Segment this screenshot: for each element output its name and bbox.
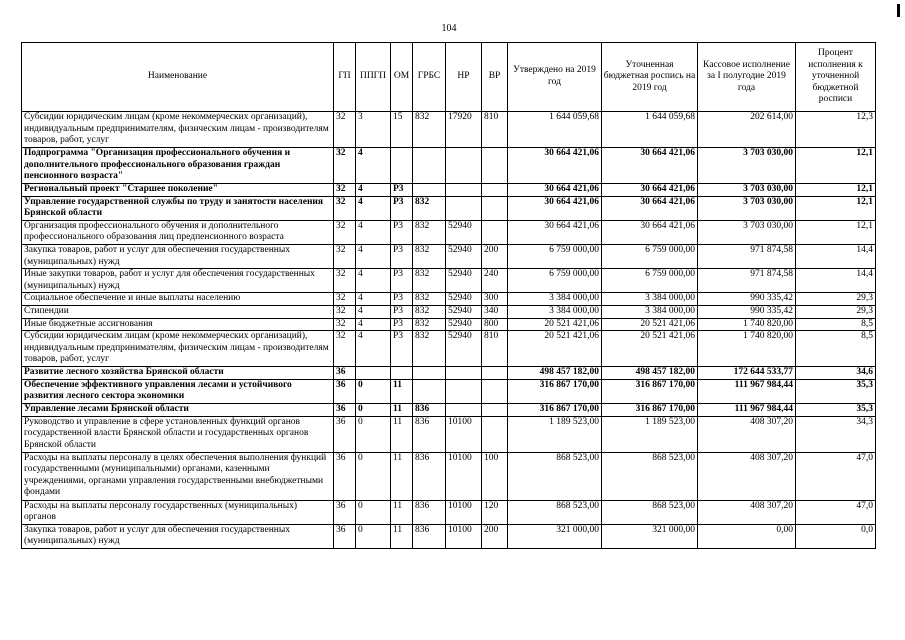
- cell-grbs: 836: [413, 452, 446, 500]
- cell-cash: 408 307,20: [698, 416, 796, 452]
- cell-ppgp: [356, 367, 391, 380]
- header-cash: Кассовое исполнение за I полугодие 2019 года: [698, 43, 796, 112]
- cell-gp: 32: [334, 293, 356, 306]
- cell-vr: 200: [482, 244, 508, 268]
- cell-approved: 321 000,00: [508, 524, 602, 548]
- header-name: Наименование: [22, 43, 334, 112]
- cell-np: 52940: [446, 293, 482, 306]
- cell-approved: 1 189 523,00: [508, 416, 602, 452]
- cell-percent: 29,3: [796, 305, 876, 318]
- cell-vr: 810: [482, 331, 508, 367]
- table-body: [22, 112, 876, 549]
- cell-np: [446, 196, 482, 220]
- cell-refined: 3 384 000,00: [602, 305, 698, 318]
- cell-percent: 35,3: [796, 403, 876, 416]
- cell-approved: 6 759 000,00: [508, 269, 602, 293]
- table-row: [22, 112, 876, 148]
- cell-om: P3: [391, 269, 413, 293]
- cell-name: Субсидии юридическим лицам (кроме некоммерческих организаций), индивидуальным предпринимателям, физическим лицам - производителям товаров, работ, услуг: [22, 112, 334, 148]
- cell-percent: 47,0: [796, 500, 876, 524]
- cell-grbs: 832: [413, 112, 446, 148]
- cell-gp: 36: [334, 524, 356, 548]
- cell-name: Расходы на выплаты персоналу государственных (муниципальных) органов: [22, 500, 334, 524]
- table-row: [22, 416, 876, 452]
- cell-refined: 3 384 000,00: [602, 293, 698, 306]
- cell-cash: 971 874,58: [698, 269, 796, 293]
- cell-grbs: [413, 148, 446, 184]
- cell-cash: 3 703 030,00: [698, 148, 796, 184]
- cell-name: Иные бюджетные ассигнования: [22, 318, 334, 331]
- cell-gp: 32: [334, 112, 356, 148]
- table-row: [22, 220, 876, 244]
- scan-edge-mark: [897, 4, 900, 17]
- table-row: [22, 269, 876, 293]
- cell-refined: 6 759 000,00: [602, 244, 698, 268]
- cell-name: Закупка товаров, работ и услуг для обеспечения государственных (муниципальных) нужд: [22, 524, 334, 548]
- cell-approved: 316 867 170,00: [508, 379, 602, 403]
- table-row: [22, 318, 876, 331]
- cell-cash: 990 335,42: [698, 293, 796, 306]
- cell-om: P3: [391, 318, 413, 331]
- table-row: [22, 367, 876, 380]
- cell-ppgp: 0: [356, 379, 391, 403]
- cell-name: Организация профессионального обучения и дополнительного профессионального образования лиц предпенсионного возраста: [22, 220, 334, 244]
- cell-om: P3: [391, 244, 413, 268]
- cell-om: 11: [391, 403, 413, 416]
- table-row: [22, 379, 876, 403]
- cell-name: Закупка товаров, работ и услуг для обеспечения государственных (муниципальных) нужд: [22, 244, 334, 268]
- cell-gp: 32: [334, 184, 356, 197]
- cell-name: Управление государственной службы по труду и занятости населения Брянской области: [22, 196, 334, 220]
- cell-ppgp: 4: [356, 184, 391, 197]
- cell-grbs: [413, 367, 446, 380]
- cell-refined: 30 664 421,06: [602, 196, 698, 220]
- cell-om: 11: [391, 452, 413, 500]
- cell-vr: [482, 379, 508, 403]
- page-number: 104: [441, 23, 457, 34]
- cell-refined: 30 664 421,06: [602, 148, 698, 184]
- cell-ppgp: 4: [356, 220, 391, 244]
- cell-gp: 36: [334, 452, 356, 500]
- cell-om: 11: [391, 524, 413, 548]
- cell-percent: 12,1: [796, 148, 876, 184]
- cell-refined: 316 867 170,00: [602, 379, 698, 403]
- cell-cash: 1 740 820,00: [698, 331, 796, 367]
- cell-percent: 34,6: [796, 367, 876, 380]
- table-row: [22, 524, 876, 548]
- cell-om: [391, 148, 413, 184]
- cell-approved: 20 521 421,06: [508, 331, 602, 367]
- cell-gp: 36: [334, 367, 356, 380]
- cell-np: [446, 148, 482, 184]
- table-row: [22, 500, 876, 524]
- cell-grbs: 832: [413, 293, 446, 306]
- cell-np: [446, 367, 482, 380]
- cell-np: 52940: [446, 318, 482, 331]
- cell-np: 52940: [446, 220, 482, 244]
- cell-np: 10100: [446, 452, 482, 500]
- header-grbs: ГРБС: [413, 43, 446, 112]
- header-gp: ГП: [334, 43, 356, 112]
- cell-name: Иные закупки товаров, работ и услуг для обеспечения государственных (муниципальных) нужд: [22, 269, 334, 293]
- cell-name: Руководство и управление в сфере установленных функций органов государственной власти Брянской области и государственных органов Брянской области: [22, 416, 334, 452]
- cell-grbs: 832: [413, 331, 446, 367]
- cell-vr: 300: [482, 293, 508, 306]
- cell-percent: 35,3: [796, 379, 876, 403]
- cell-np: [446, 184, 482, 197]
- cell-grbs: 836: [413, 403, 446, 416]
- cell-percent: 8,5: [796, 318, 876, 331]
- cell-vr: [482, 148, 508, 184]
- cell-cash: 408 307,20: [698, 500, 796, 524]
- header-percent: Процент исполнения к уточненной бюджетной росписи: [796, 43, 876, 112]
- cell-grbs: 836: [413, 416, 446, 452]
- cell-refined: 321 000,00: [602, 524, 698, 548]
- cell-name: Обеспечение эффективного управления лесами и устойчивого развития лесного сектора экономики: [22, 379, 334, 403]
- cell-cash: 990 335,42: [698, 305, 796, 318]
- cell-percent: 14,4: [796, 269, 876, 293]
- cell-ppgp: 0: [356, 500, 391, 524]
- cell-refined: 868 523,00: [602, 500, 698, 524]
- cell-approved: 30 664 421,06: [508, 148, 602, 184]
- cell-om: P3: [391, 220, 413, 244]
- cell-vr: [482, 184, 508, 197]
- header-row: [22, 43, 876, 112]
- header-approved: Утверждено на 2019 год: [508, 43, 602, 112]
- cell-np: 52940: [446, 331, 482, 367]
- cell-cash: 408 307,20: [698, 452, 796, 500]
- cell-vr: 800: [482, 318, 508, 331]
- cell-np: 10100: [446, 416, 482, 452]
- cell-name: Социальное обеспечение и иные выплаты населению: [22, 293, 334, 306]
- cell-vr: 200: [482, 524, 508, 548]
- cell-ppgp: 4: [356, 269, 391, 293]
- cell-percent: 14,4: [796, 244, 876, 268]
- cell-np: 52940: [446, 269, 482, 293]
- cell-refined: 868 523,00: [602, 452, 698, 500]
- cell-om: 11: [391, 500, 413, 524]
- cell-gp: 32: [334, 148, 356, 184]
- cell-name: Развитие лесного хозяйства Брянской области: [22, 367, 334, 380]
- cell-gp: 32: [334, 331, 356, 367]
- cell-vr: 120: [482, 500, 508, 524]
- cell-approved: 30 664 421,06: [508, 196, 602, 220]
- cell-gp: 32: [334, 220, 356, 244]
- cell-refined: 20 521 421,06: [602, 318, 698, 331]
- cell-ppgp: 4: [356, 148, 391, 184]
- cell-approved: 316 867 170,00: [508, 403, 602, 416]
- cell-ppgp: 0: [356, 403, 391, 416]
- cell-np: 52940: [446, 244, 482, 268]
- cell-vr: 100: [482, 452, 508, 500]
- cell-om: P3: [391, 196, 413, 220]
- cell-gp: 36: [334, 379, 356, 403]
- cell-name: Субсидии юридическим лицам (кроме некоммерческих организаций), индивидуальным предпринимателям, физическим лицам - производителям товаров, работ, услуг: [22, 331, 334, 367]
- cell-percent: 34,3: [796, 416, 876, 452]
- cell-grbs: 832: [413, 269, 446, 293]
- cell-om: [391, 367, 413, 380]
- table-row: [22, 331, 876, 367]
- cell-vr: 240: [482, 269, 508, 293]
- cell-gp: 36: [334, 403, 356, 416]
- cell-refined: 20 521 421,06: [602, 331, 698, 367]
- cell-grbs: 832: [413, 318, 446, 331]
- cell-cash: 111 967 984,44: [698, 403, 796, 416]
- cell-approved: 498 457 182,00: [508, 367, 602, 380]
- cell-approved: 3 384 000,00: [508, 305, 602, 318]
- cell-name: Управление лесами Брянской области: [22, 403, 334, 416]
- cell-approved: 868 523,00: [508, 500, 602, 524]
- cell-percent: 29,3: [796, 293, 876, 306]
- cell-np: 17920: [446, 112, 482, 148]
- cell-approved: 30 664 421,06: [508, 184, 602, 197]
- cell-percent: 12,1: [796, 196, 876, 220]
- cell-vr: [482, 416, 508, 452]
- cell-gp: 32: [334, 196, 356, 220]
- cell-ppgp: 4: [356, 293, 391, 306]
- cell-refined: 1 189 523,00: [602, 416, 698, 452]
- cell-ppgp: 4: [356, 305, 391, 318]
- cell-cash: 3 703 030,00: [698, 196, 796, 220]
- cell-refined: 316 867 170,00: [602, 403, 698, 416]
- cell-om: P3: [391, 293, 413, 306]
- table-row: [22, 196, 876, 220]
- cell-refined: 30 664 421,06: [602, 220, 698, 244]
- header-np: НР: [446, 43, 482, 112]
- cell-cash: 172 644 533,77: [698, 367, 796, 380]
- cell-cash: 111 967 984,44: [698, 379, 796, 403]
- cell-om: P3: [391, 331, 413, 367]
- cell-approved: 1 644 059,68: [508, 112, 602, 148]
- cell-np: [446, 379, 482, 403]
- cell-ppgp: 3: [356, 112, 391, 148]
- cell-vr: [482, 220, 508, 244]
- table-row: [22, 148, 876, 184]
- cell-gp: 32: [334, 305, 356, 318]
- cell-percent: 47,0: [796, 452, 876, 500]
- cell-vr: 340: [482, 305, 508, 318]
- cell-vr: [482, 403, 508, 416]
- cell-ppgp: 4: [356, 318, 391, 331]
- cell-name: Подпрограмма "Организация профессионального обучения и дополнительного профессионального образования граждан пенсионного возраста": [22, 148, 334, 184]
- cell-vr: [482, 196, 508, 220]
- cell-cash: 1 740 820,00: [698, 318, 796, 331]
- cell-cash: 0,00: [698, 524, 796, 548]
- cell-np: 10100: [446, 500, 482, 524]
- cell-refined: 30 664 421,06: [602, 184, 698, 197]
- cell-gp: 32: [334, 244, 356, 268]
- cell-vr: [482, 367, 508, 380]
- cell-ppgp: 0: [356, 524, 391, 548]
- cell-ppgp: 0: [356, 416, 391, 452]
- cell-gp: 32: [334, 318, 356, 331]
- cell-ppgp: 0: [356, 452, 391, 500]
- cell-grbs: 832: [413, 220, 446, 244]
- cell-approved: 30 664 421,06: [508, 220, 602, 244]
- table-row: [22, 452, 876, 500]
- cell-cash: 3 703 030,00: [698, 220, 796, 244]
- header-vr: ВР: [482, 43, 508, 112]
- cell-percent: 12,1: [796, 184, 876, 197]
- cell-grbs: 836: [413, 500, 446, 524]
- cell-np: 52940: [446, 305, 482, 318]
- cell-vr: 810: [482, 112, 508, 148]
- cell-grbs: 832: [413, 196, 446, 220]
- cell-name: Расходы на выплаты персоналу в целях обеспечения выполнения функций государственными (муниципальными) органами, казенными учреждениями, органами управления государственными внебюджетными фондами: [22, 452, 334, 500]
- cell-ppgp: 4: [356, 331, 391, 367]
- cell-om: 11: [391, 379, 413, 403]
- budget-table: [21, 42, 876, 549]
- header-refined: Уточненная бюджетная роспись на 2019 год: [602, 43, 698, 112]
- cell-grbs: 832: [413, 305, 446, 318]
- cell-cash: 971 874,58: [698, 244, 796, 268]
- cell-refined: 1 644 059,68: [602, 112, 698, 148]
- header-om: ОМ: [391, 43, 413, 112]
- cell-approved: 868 523,00: [508, 452, 602, 500]
- cell-refined: 6 759 000,00: [602, 269, 698, 293]
- cell-approved: 6 759 000,00: [508, 244, 602, 268]
- cell-grbs: 832: [413, 244, 446, 268]
- cell-gp: 32: [334, 269, 356, 293]
- cell-name: Стипендии: [22, 305, 334, 318]
- cell-approved: 3 384 000,00: [508, 293, 602, 306]
- header-ppgp: ППГП: [356, 43, 391, 112]
- cell-om: 11: [391, 416, 413, 452]
- cell-np: [446, 403, 482, 416]
- cell-gp: 36: [334, 416, 356, 452]
- cell-grbs: [413, 379, 446, 403]
- table-row: [22, 305, 876, 318]
- cell-grbs: [413, 184, 446, 197]
- cell-ppgp: 4: [356, 244, 391, 268]
- cell-cash: 202 614,00: [698, 112, 796, 148]
- cell-cash: 3 703 030,00: [698, 184, 796, 197]
- table-row: [22, 184, 876, 197]
- table-row: [22, 403, 876, 416]
- cell-percent: 12,3: [796, 112, 876, 148]
- cell-om: P3: [391, 184, 413, 197]
- cell-name: Региональный проект "Старшее поколение": [22, 184, 334, 197]
- table-row: [22, 244, 876, 268]
- cell-om: P3: [391, 305, 413, 318]
- cell-refined: 498 457 182,00: [602, 367, 698, 380]
- cell-percent: 12,1: [796, 220, 876, 244]
- cell-percent: 8,5: [796, 331, 876, 367]
- table-row: [22, 293, 876, 306]
- cell-approved: 20 521 421,06: [508, 318, 602, 331]
- cell-om: 15: [391, 112, 413, 148]
- cell-percent: 0,0: [796, 524, 876, 548]
- cell-gp: 36: [334, 500, 356, 524]
- cell-np: 10100: [446, 524, 482, 548]
- cell-ppgp: 4: [356, 196, 391, 220]
- cell-grbs: 836: [413, 524, 446, 548]
